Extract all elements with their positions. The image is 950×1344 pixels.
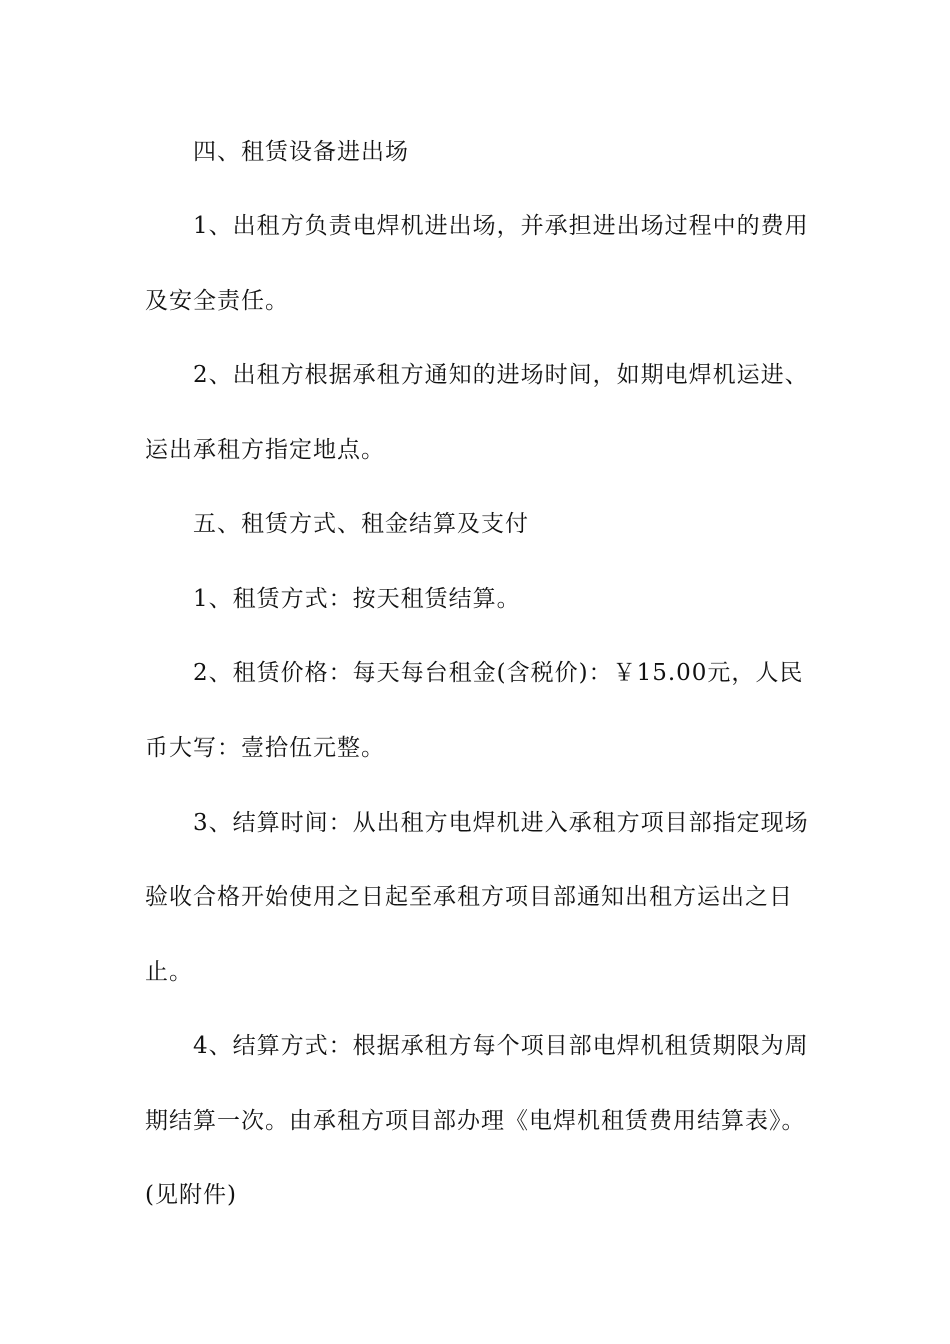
paragraph-line: (见附件) (145, 1182, 237, 1208)
paragraph-line: 及安全责任。 (145, 288, 289, 314)
paragraph-line: 3、结算时间：从出租方电焊机进入承租方项目部指定现场 (193, 810, 809, 836)
paragraph-line: 止。 (145, 959, 193, 985)
paragraph-line: 2、出租方根据承租方通知的进场时间，如期电焊机运进、 (193, 362, 809, 388)
paragraph-line: 1、租赁方式：按天租赁结算。 (193, 586, 521, 612)
paragraph-line: 1、出租方负责电焊机进出场，并承担进出场过程中的费用 (193, 213, 809, 239)
paragraph-line: 运出承租方指定地点。 (145, 437, 385, 463)
section-heading-5: 五、租赁方式、租金结算及支付 (193, 511, 529, 537)
paragraph-line: 验收合格开始使用之日起至承租方项目部通知出租方运出之日 (145, 884, 793, 910)
section-heading-4: 四、租赁设备进出场 (193, 139, 409, 165)
paragraph-line: 2、租赁价格：每天每台租金(含税价)：￥15.00元，人民 (193, 660, 804, 686)
paragraph-line: 4、结算方式：根据承租方每个项目部电焊机租赁期限为周 (193, 1033, 809, 1059)
paragraph-line: 期结算一次。由承租方项目部办理《电焊机租赁费用结算表》。 (145, 1108, 806, 1134)
paragraph-line: 币大写：壹拾伍元整。 (145, 735, 385, 761)
